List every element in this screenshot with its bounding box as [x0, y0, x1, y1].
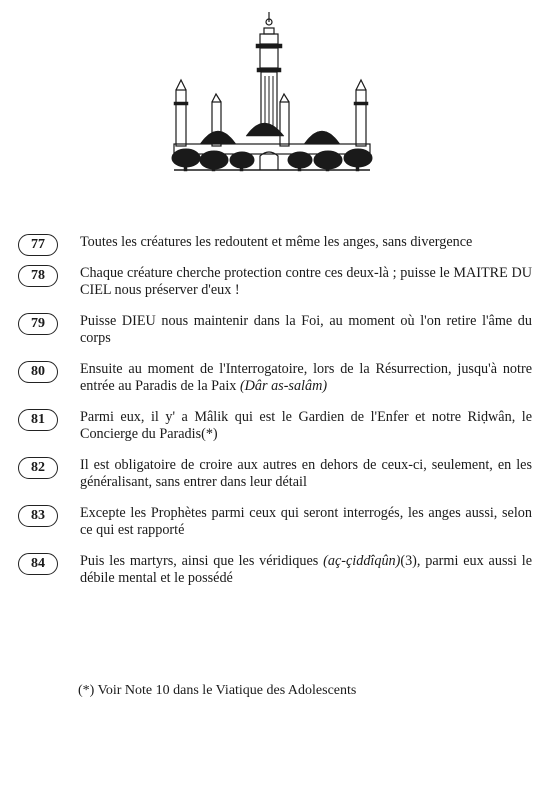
verse-79	[18, 313, 532, 347]
verse-text: Parmi eux, il y' a Mâlik qui est le Gardien de l'Enfer et notre Riḍwân, le Concierge du Paradis(*)	[80, 409, 532, 442]
verse-number-badge: 81	[18, 409, 58, 431]
verse-82	[18, 457, 532, 491]
verse-number-badge: 79	[18, 313, 58, 335]
verse-77	[18, 234, 532, 251]
verse-83	[18, 505, 532, 539]
verse-number-badge: 78	[18, 265, 58, 287]
verse-number-badge: 82	[18, 457, 58, 479]
verse-number-badge: 83	[18, 505, 58, 527]
verse-term: (aç-çiddîqûn)	[323, 553, 401, 569]
verse-text: Puisse DIEU nous maintenir dans la Foi, au moment où l'on retire l'âme du corps	[80, 313, 532, 346]
verse-text: Chaque créature cherche protection contre ces deux-là ; puisse le MAITRE DU CIEL nous préserver d'eux !	[80, 265, 532, 298]
footnote: (*) Voir Note 10 dans le Viatique des Adolescents	[78, 683, 357, 698]
verse-text: Il est obligatoire de croire aux autres en dehors de ceux-ci, seulement, en les généralisant, sans entrer dans leur détail	[80, 457, 532, 490]
verse-text: Puis les martyrs, ainsi que les véridiques (aç-çiddîqûn)(3), parmi eux aussi le débile mental et le possédé	[80, 553, 533, 586]
verse-number-badge: 84	[18, 553, 58, 575]
mosque-illustration	[160, 10, 384, 182]
verse-text: Ensuite au moment de l'Interrogatoire, lors de la Résurrection, jusqu'à notre entrée au Paradis de la Paix (Dâr as-salâm)	[80, 361, 532, 394]
verse-number-badge: 77	[18, 234, 58, 256]
verse-78	[18, 265, 532, 299]
verse-text: Excepte les Prophètes parmi ceux qui seront interrogés, les anges aussi, selon ce qui est rapporté	[80, 505, 532, 538]
verse-84	[18, 553, 532, 587]
verse-list	[18, 234, 532, 587]
verse-text: Toutes les créatures les redoutent et même les anges, sans divergence	[80, 234, 473, 250]
verse-80	[18, 361, 532, 395]
verse-number-badge: 80	[18, 361, 58, 383]
verse-81	[18, 409, 532, 443]
verse-term: (Dâr as-salâm)	[239, 378, 328, 394]
